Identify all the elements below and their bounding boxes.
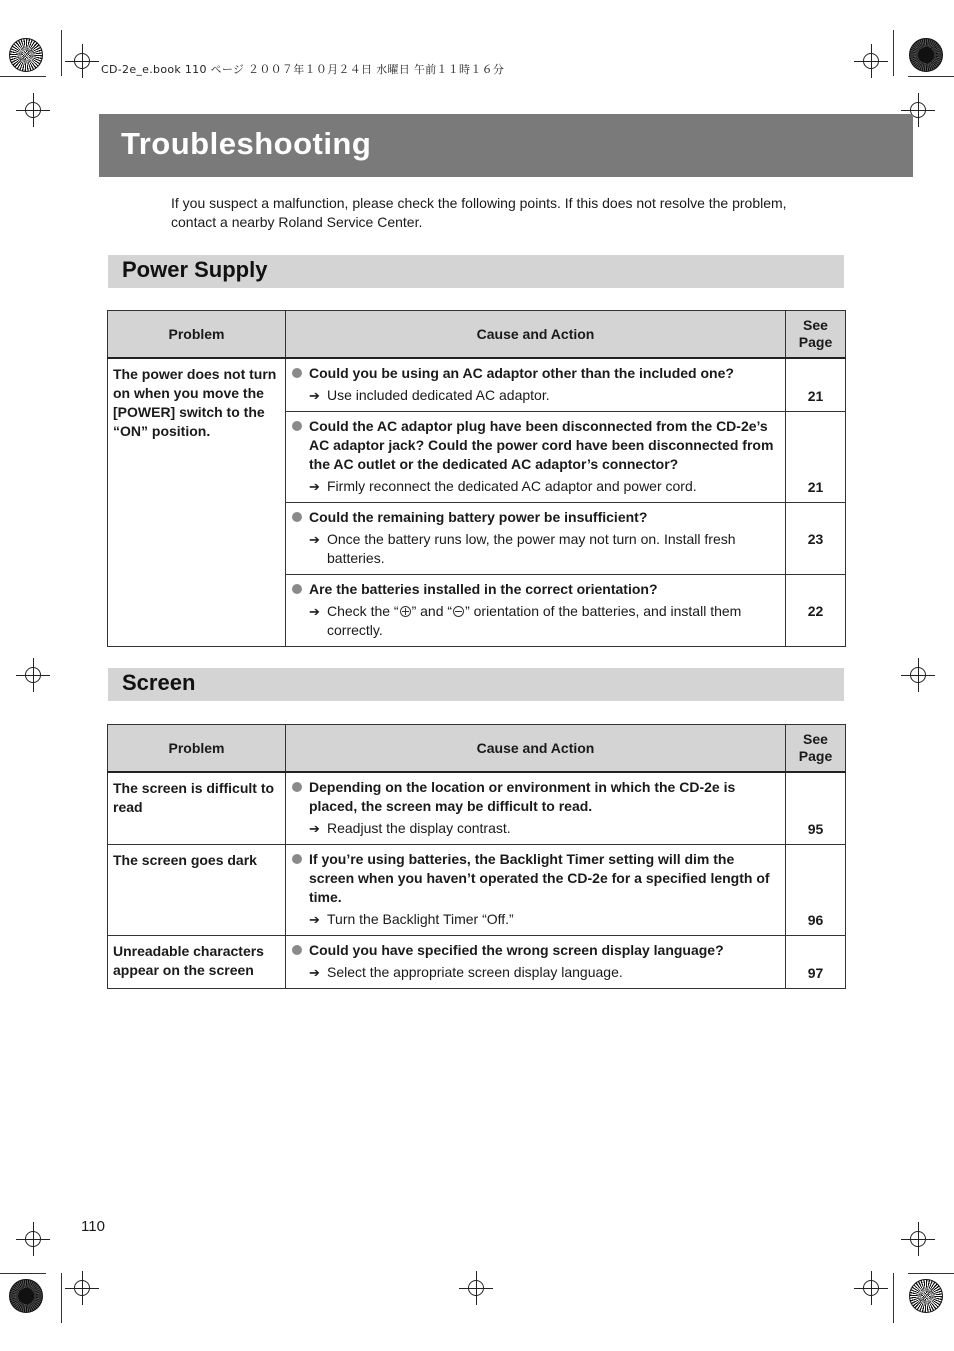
registration-star-icon bbox=[909, 38, 943, 72]
intro-text: If you suspect a malfunction, please check the following points. If this does not resolve the problem, contact a nearby Roland Service Center. bbox=[171, 195, 787, 230]
page-ref-cell: 22 bbox=[786, 575, 846, 647]
cause-action bbox=[291, 386, 779, 405]
section-bar-power bbox=[108, 255, 844, 288]
cause-action bbox=[291, 910, 779, 929]
cause-action-text: Readjust the display contrast. bbox=[327, 820, 511, 836]
crop-line bbox=[0, 1273, 46, 1274]
cause-action-text: Use included dedicated AC adaptor. bbox=[327, 387, 550, 403]
cause-action-text: Turn the Backlight Timer “Off.” bbox=[327, 911, 514, 927]
crosshair-icon bbox=[910, 1231, 926, 1247]
cause-action-pre: Check the “ bbox=[327, 603, 399, 619]
column-header-see-page bbox=[786, 725, 846, 773]
section-bar-screen bbox=[108, 668, 844, 701]
power-supply-table bbox=[107, 310, 846, 647]
plus-polarity-icon bbox=[400, 606, 411, 617]
crop-line bbox=[893, 30, 894, 76]
table-row bbox=[108, 845, 846, 936]
arrow-right-icon: ➔ bbox=[309, 912, 320, 927]
cause-question-text: Could the AC adaptor plug have been disconnected from the CD-2e’s AC adaptor jack? Could the power cord have been disconnected from the AC outlet or the dedicated AC adaptor’s connector? bbox=[309, 418, 774, 472]
cause-question-text: Depending on the location or environment in which the CD-2e is placed, the screen may be difficult to read. bbox=[309, 779, 736, 814]
crosshair-icon bbox=[25, 667, 41, 683]
bullet-icon bbox=[292, 421, 302, 431]
crop-line bbox=[908, 76, 954, 77]
table-row bbox=[108, 772, 846, 845]
title-bar bbox=[99, 114, 913, 177]
column-header-see: See bbox=[803, 317, 828, 333]
table-row bbox=[108, 358, 846, 412]
section-heading-screen: Screen bbox=[122, 670, 196, 695]
page-title: Troubleshooting bbox=[121, 126, 372, 161]
table-header-row bbox=[108, 725, 846, 773]
cause-question bbox=[291, 580, 779, 599]
section-heading-power: Power Supply bbox=[122, 257, 268, 282]
cause-question bbox=[291, 364, 779, 383]
page-ref-cell: 23 bbox=[786, 503, 846, 575]
page-number: 110 bbox=[81, 1218, 105, 1235]
cause-action bbox=[291, 819, 779, 838]
cause-cell bbox=[286, 936, 786, 989]
registration-star-icon bbox=[909, 1279, 943, 1313]
crop-line bbox=[61, 1273, 62, 1323]
cause-question-text: Are the batteries installed in the correct orientation? bbox=[309, 581, 658, 597]
crosshair-icon bbox=[25, 102, 41, 118]
crosshair-icon bbox=[468, 1280, 484, 1296]
crosshair-icon bbox=[863, 53, 879, 69]
cause-cell bbox=[286, 412, 786, 503]
problem-cell: The screen goes dark bbox=[108, 845, 286, 936]
page-ref-cell: 97 bbox=[786, 936, 846, 989]
bullet-icon bbox=[292, 782, 302, 792]
cause-action-post: ” orientation of the batteries, and install them correctly. bbox=[327, 603, 742, 638]
registration-star-icon bbox=[9, 38, 43, 72]
column-header-see-page bbox=[786, 311, 846, 359]
arrow-right-icon: ➔ bbox=[309, 604, 320, 619]
cause-action bbox=[291, 602, 779, 640]
column-header-cause: Cause and Action bbox=[286, 725, 786, 773]
page-ref-cell: 21 bbox=[786, 412, 846, 503]
cause-action-text: Select the appropriate screen display language. bbox=[327, 964, 623, 980]
problem-cell: Unreadable characters appear on the screen bbox=[108, 936, 286, 989]
cause-question bbox=[291, 850, 779, 907]
registration-star-icon bbox=[9, 1279, 43, 1313]
cause-cell bbox=[286, 845, 786, 936]
arrow-right-icon: ➔ bbox=[309, 479, 320, 494]
column-header-cause: Cause and Action bbox=[286, 311, 786, 359]
page-ref-cell: 21 bbox=[786, 358, 846, 412]
crop-line bbox=[893, 1273, 894, 1323]
page-ref-cell: 95 bbox=[786, 772, 846, 845]
cause-question bbox=[291, 417, 779, 474]
crop-line bbox=[908, 1273, 954, 1274]
minus-polarity-icon bbox=[453, 606, 464, 617]
screen-table bbox=[107, 724, 846, 989]
bullet-icon bbox=[292, 368, 302, 378]
cause-action bbox=[291, 530, 779, 568]
cause-question bbox=[291, 778, 779, 816]
crop-line bbox=[61, 30, 62, 76]
bullet-icon bbox=[292, 945, 302, 955]
cause-action-text: Firmly reconnect the dedicated AC adaptor and power cord. bbox=[327, 478, 697, 494]
cause-cell bbox=[286, 772, 786, 845]
cause-question-text: Could you have specified the wrong screen display language? bbox=[309, 942, 724, 958]
crosshair-icon bbox=[25, 1231, 41, 1247]
column-header-problem: Problem bbox=[108, 311, 286, 359]
bullet-icon bbox=[292, 584, 302, 594]
cause-question bbox=[291, 941, 779, 960]
cause-cell bbox=[286, 503, 786, 575]
column-header-page: Page bbox=[798, 334, 833, 350]
cause-question bbox=[291, 508, 779, 527]
crosshair-icon bbox=[74, 1280, 90, 1296]
crosshair-icon bbox=[863, 1280, 879, 1296]
problem-cell: The power does not turn on when you move the [POWER] switch to the “ON” position. bbox=[108, 358, 286, 647]
cause-question-text: Could you be using an AC adaptor other than the included one? bbox=[309, 365, 734, 381]
table-row bbox=[108, 936, 846, 989]
crosshair-icon bbox=[74, 53, 90, 69]
cause-action-text: Once the battery runs low, the power may not turn on. Install fresh batteries. bbox=[327, 531, 736, 566]
cause-cell bbox=[286, 575, 786, 647]
arrow-right-icon: ➔ bbox=[309, 532, 320, 547]
arrow-right-icon: ➔ bbox=[309, 965, 320, 980]
cause-action bbox=[291, 477, 779, 496]
table-header-row bbox=[108, 311, 846, 359]
crop-line bbox=[0, 76, 46, 77]
cause-action bbox=[291, 963, 779, 982]
arrow-right-icon: ➔ bbox=[309, 821, 320, 836]
print-header-line: CD-2e_e.book 110 ページ ２００７年１０月２４日 水曜日 午前１１時１６分 bbox=[101, 63, 505, 76]
column-header-see: See bbox=[803, 731, 828, 747]
page-ref-cell: 96 bbox=[786, 845, 846, 936]
bullet-icon bbox=[292, 854, 302, 864]
column-header-page: Page bbox=[798, 748, 833, 764]
crosshair-icon bbox=[910, 667, 926, 683]
problem-cell: The screen is difficult to read bbox=[108, 772, 286, 845]
bullet-icon bbox=[292, 512, 302, 522]
arrow-right-icon: ➔ bbox=[309, 388, 320, 403]
cause-action-mid: ” and “ bbox=[411, 603, 453, 619]
cause-cell bbox=[286, 358, 786, 412]
cause-question-text: If you’re using batteries, the Backlight Timer setting will dim the screen when you haven’t operated the CD-2e for a specified length of time. bbox=[309, 851, 770, 905]
column-header-problem: Problem bbox=[108, 725, 286, 773]
cause-question-text: Could the remaining battery power be insufficient? bbox=[309, 509, 648, 525]
